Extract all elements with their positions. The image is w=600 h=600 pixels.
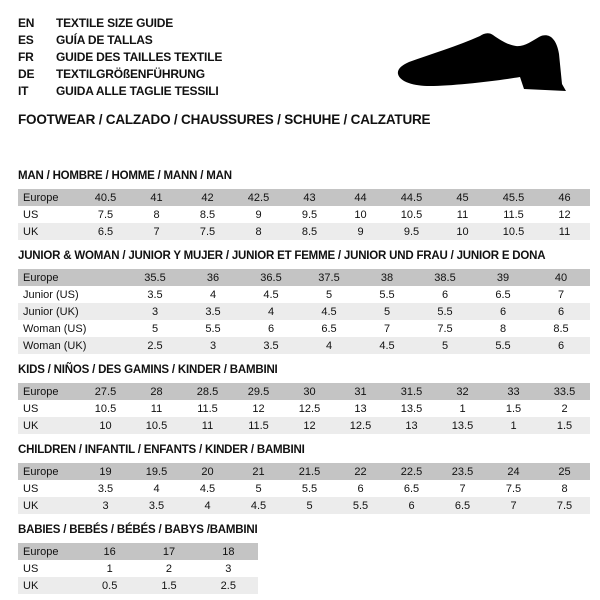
size-table-row: [18, 417, 590, 434]
size-value-cell: 10: [456, 225, 469, 238]
size-value-cell: 10.5: [145, 419, 168, 432]
size-value-cell: 9: [255, 208, 262, 221]
size-table-row: [18, 337, 590, 354]
size-value-cell: 1.5: [556, 419, 573, 432]
size-value-cell: 3: [209, 339, 217, 352]
size-value-cell: 6: [499, 305, 507, 318]
size-value-cell: 1.5: [505, 402, 522, 415]
size-value-cell: 12: [558, 208, 571, 221]
size-value-cell: 46: [558, 191, 571, 204]
size-value-cell: 3.5: [148, 499, 165, 512]
language-label: GUIDE DES TAILLES TEXTILE: [56, 49, 223, 64]
size-value-cell: 4.5: [321, 305, 337, 318]
row-label-cell: Europe: [23, 465, 59, 478]
size-table-row: [18, 560, 258, 577]
size-value-cell: 7.5: [199, 225, 216, 238]
size-value-cell: 42: [201, 191, 214, 204]
size-table-section: [18, 170, 590, 240]
size-value-cell: 11: [201, 419, 214, 432]
size-value-cell: 36: [206, 271, 220, 284]
row-label-cell: US: [23, 208, 39, 221]
size-value-cell: 2.5: [147, 339, 163, 352]
size-value-cell: 29.5: [247, 385, 270, 398]
row-label-cell: Europe: [23, 385, 59, 398]
size-table-title: KIDS / NIÑOS / DES GAMINS / KINDER / BAMBINI: [18, 364, 278, 376]
size-value-cell: 1: [106, 562, 113, 575]
row-label-cell: Europe: [23, 545, 59, 558]
size-value-cell: 4.5: [250, 499, 267, 512]
size-value-cell: 39: [496, 271, 510, 284]
row-label-cell: US: [23, 402, 39, 415]
size-value-cell: 7.5: [437, 322, 453, 335]
size-value-cell: 11: [150, 402, 163, 415]
size-value-cell: 5: [383, 305, 391, 318]
language-label: TEXTILGRÖßENFÜHRUNG: [56, 66, 205, 81]
size-value-cell: 3.5: [97, 482, 114, 495]
size-value-cell: 5.5: [495, 339, 511, 352]
size-tables: [18, 170, 590, 594]
size-table-row: [18, 497, 590, 514]
size-value-cell: 13.5: [451, 419, 474, 432]
language-code: EN: [18, 15, 35, 30]
size-value-cell: 6.5: [403, 482, 420, 495]
size-value-cell: 41: [150, 191, 163, 204]
size-value-cell: 11: [558, 225, 571, 238]
size-value-cell: 13: [354, 402, 367, 415]
size-value-cell: 40: [554, 271, 568, 284]
size-value-cell: 11.5: [197, 402, 218, 415]
size-table-row: [18, 206, 590, 223]
size-table-row: [18, 480, 590, 497]
category-header: FOOTWEAR / CALZADO / CHAUSSURES / SCHUHE / CALZATURE: [18, 112, 431, 127]
row-label-cell: US: [23, 562, 39, 575]
size-value-cell: 6: [357, 482, 364, 495]
size-value-cell: 4: [325, 339, 333, 352]
size-value-cell: 10.5: [400, 208, 423, 221]
size-value-cell: 20: [201, 465, 214, 478]
size-value-cell: 5: [325, 288, 333, 301]
size-value-cell: 3.5: [205, 305, 221, 318]
size-value-cell: 3.5: [147, 288, 163, 301]
size-value-cell: 19.5: [145, 465, 168, 478]
row-label-cell: Junior (UK): [23, 305, 79, 318]
size-value-cell: 12.5: [349, 419, 372, 432]
size-value-cell: 17: [162, 545, 176, 558]
size-table-row: [18, 223, 590, 240]
size-value-cell: 5.5: [437, 305, 453, 318]
row-label-cell: Europe: [23, 271, 59, 284]
size-value-cell: 44: [354, 191, 367, 204]
size-value-cell: 2.5: [220, 579, 236, 592]
size-value-cell: 4.5: [379, 339, 395, 352]
size-value-cell: 8: [499, 322, 507, 335]
size-value-cell: 1: [510, 419, 517, 432]
size-value-cell: 4: [267, 305, 275, 318]
size-value-cell: 33.5: [553, 385, 576, 398]
size-value-cell: 10.5: [502, 225, 525, 238]
size-value-cell: 4.5: [263, 288, 279, 301]
size-value-cell: 7: [557, 288, 565, 301]
language-label: GUIDA ALLE TAGLIE TESSILI: [56, 83, 219, 98]
size-value-cell: 5.5: [352, 499, 369, 512]
size-value-cell: 8: [255, 225, 262, 238]
size-table-title: MAN / HOMBRE / HOMME / MANN / MAN: [18, 170, 232, 182]
size-value-cell: 1: [459, 402, 466, 415]
size-value-cell: 28: [150, 385, 163, 398]
size-table-section: [18, 364, 590, 434]
size-table: [18, 463, 590, 514]
size-value-cell: 7: [153, 225, 160, 238]
size-table: [18, 383, 590, 434]
size-table-section: [18, 444, 590, 514]
size-value-cell: 3: [225, 562, 232, 575]
size-value-cell: 8: [153, 208, 160, 221]
size-value-cell: 10: [354, 208, 367, 221]
size-table-row: [18, 303, 590, 320]
dress-shoe-icon: [396, 28, 578, 98]
size-value-cell: 36.5: [260, 271, 282, 284]
size-value-cell: 5: [306, 499, 313, 512]
size-value-cell: 19: [99, 465, 112, 478]
size-value-cell: 22.5: [400, 465, 423, 478]
size-value-cell: 5.5: [379, 288, 395, 301]
size-value-cell: 23.5: [451, 465, 474, 478]
size-value-cell: 7.5: [556, 499, 573, 512]
size-table-row: [18, 400, 590, 417]
size-table-title: BABIES / BEBÉS / BÉBÉS / BABYS /BAMBINI: [18, 524, 258, 536]
language-code: IT: [18, 83, 29, 98]
size-value-cell: 12.5: [298, 402, 321, 415]
size-value-cell: 6: [267, 322, 275, 335]
size-value-cell: 11.5: [503, 208, 524, 221]
size-value-cell: 21.5: [298, 465, 321, 478]
size-value-cell: 31: [354, 385, 367, 398]
language-label: GUÍA DE TALLAS: [56, 32, 153, 47]
size-value-cell: 6: [408, 499, 415, 512]
size-value-cell: 35.5: [144, 271, 166, 284]
size-table-row: [18, 463, 590, 480]
size-value-cell: 7: [459, 482, 466, 495]
size-value-cell: 33: [507, 385, 520, 398]
row-label-cell: US: [23, 482, 39, 495]
size-value-cell: 8: [561, 482, 568, 495]
size-value-cell: 44.5: [400, 191, 423, 204]
size-value-cell: 3: [151, 305, 159, 318]
size-value-cell: 13: [405, 419, 418, 432]
size-value-cell: 25: [558, 465, 571, 478]
size-value-cell: 6.5: [495, 288, 511, 301]
row-label-cell: Woman (UK): [23, 339, 87, 352]
row-label-cell: Junior (US): [23, 288, 79, 301]
size-value-cell: 4: [153, 482, 160, 495]
size-value-cell: 6: [557, 305, 565, 318]
size-value-cell: 2: [165, 562, 173, 575]
size-value-cell: 5: [441, 339, 449, 352]
size-value-cell: 21: [252, 465, 265, 478]
size-value-cell: 12: [303, 419, 316, 432]
size-table-row: [18, 189, 590, 206]
size-value-cell: 45: [456, 191, 469, 204]
size-value-cell: 27.5: [94, 385, 117, 398]
size-value-cell: 9: [357, 225, 364, 238]
size-table: [18, 189, 590, 240]
size-value-cell: 7: [383, 322, 391, 335]
row-label-cell: Woman (US): [23, 322, 87, 335]
size-value-cell: 42.5: [247, 191, 270, 204]
size-value-cell: 8.5: [301, 225, 318, 238]
size-value-cell: 5.5: [205, 322, 221, 335]
size-value-cell: 30: [303, 385, 316, 398]
size-value-cell: 7.5: [505, 482, 522, 495]
size-value-cell: 43: [303, 191, 316, 204]
size-table-row: [18, 543, 258, 560]
size-value-cell: 18: [222, 545, 235, 558]
size-table-title: JUNIOR & WOMAN / JUNIOR Y MUJER / JUNIOR ET FEMME / JUNIOR UND FRAU / JUNIOR E DONA: [18, 250, 546, 262]
size-table-row: [18, 320, 590, 337]
size-value-cell: 6: [441, 288, 449, 301]
size-value-cell: 12: [252, 402, 265, 415]
size-value-cell: 40.5: [94, 191, 117, 204]
row-label-cell: Europe: [23, 191, 59, 204]
size-table-row: [18, 269, 590, 286]
size-value-cell: 8.5: [553, 322, 569, 335]
size-value-cell: 4.5: [199, 482, 216, 495]
size-value-cell: 3.5: [263, 339, 279, 352]
size-value-cell: 7.5: [97, 208, 114, 221]
size-value-cell: 8.5: [199, 208, 216, 221]
size-table-row: [18, 383, 590, 400]
size-value-cell: 9.5: [403, 225, 420, 238]
row-label-cell: UK: [23, 579, 39, 592]
size-value-cell: 45.5: [502, 191, 525, 204]
size-value-cell: 22: [354, 465, 367, 478]
row-label-cell: UK: [23, 419, 39, 432]
size-value-cell: 24: [507, 465, 520, 478]
size-value-cell: 3: [102, 499, 109, 512]
size-value-cell: 13.5: [400, 402, 423, 415]
size-value-cell: 6.5: [454, 499, 471, 512]
size-value-cell: 4: [204, 499, 211, 512]
language-label: TEXTILE SIZE GUIDE: [56, 15, 174, 30]
size-value-cell: 31.5: [400, 385, 423, 398]
size-table: [18, 269, 590, 354]
size-value-cell: 5: [151, 322, 159, 335]
language-code: ES: [18, 32, 34, 47]
size-value-cell: 7: [510, 499, 517, 512]
size-value-cell: 1.5: [161, 579, 177, 592]
size-value-cell: 37.5: [318, 271, 340, 284]
size-value-cell: 4: [209, 288, 217, 301]
size-table-section: [18, 250, 590, 354]
size-value-cell: 11.5: [248, 419, 269, 432]
size-value-cell: 9.5: [301, 208, 318, 221]
size-value-cell: 6: [557, 339, 565, 352]
size-table-section: [18, 524, 590, 594]
size-value-cell: 16: [103, 545, 116, 558]
size-value-cell: 32: [456, 385, 469, 398]
size-value-cell: 6.5: [97, 225, 114, 238]
size-value-cell: 5: [255, 482, 262, 495]
size-table-row: [18, 286, 590, 303]
size-table-title: CHILDREN / INFANTIL / ENFANTS / KINDER / BAMBINI: [18, 444, 305, 456]
size-value-cell: 10.5: [94, 402, 117, 415]
size-value-cell: 10: [99, 419, 112, 432]
language-code: DE: [18, 66, 35, 81]
row-label-cell: UK: [23, 499, 39, 512]
size-value-cell: 11: [456, 208, 469, 221]
size-value-cell: 38: [380, 271, 394, 284]
size-value-cell: 0.5: [102, 579, 118, 592]
size-value-cell: 28.5: [196, 385, 219, 398]
size-value-cell: 2: [561, 402, 568, 415]
size-table-row: [18, 577, 258, 594]
size-value-cell: 5.5: [301, 482, 318, 495]
size-value-cell: 6.5: [321, 322, 337, 335]
row-label-cell: UK: [23, 225, 39, 238]
size-value-cell: 38.5: [434, 271, 456, 284]
size-table: [18, 543, 258, 594]
language-code: FR: [18, 49, 34, 64]
